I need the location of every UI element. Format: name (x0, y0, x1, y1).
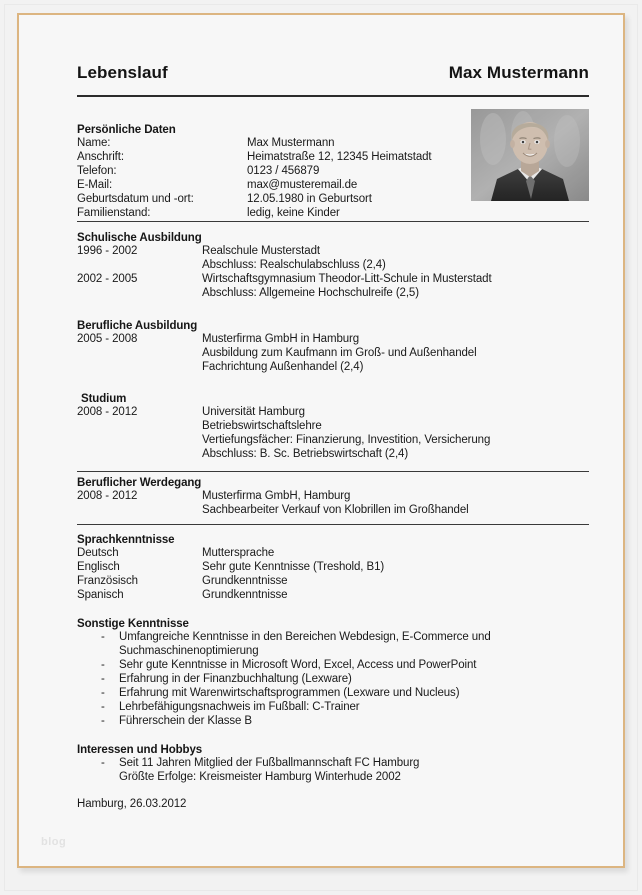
language-row (77, 561, 589, 575)
school-period: 2002 - 2005 (77, 273, 138, 285)
section-vocational-training (77, 320, 589, 375)
other-skills-item-continuation (77, 645, 589, 659)
vocational-row (77, 333, 589, 347)
section-studies (77, 393, 589, 462)
section-heading-languages: Sprachkenntnisse (77, 534, 175, 546)
personal-data-label: Anschrift: (77, 151, 124, 163)
personal-data-row (77, 165, 589, 179)
bullet-dash-icon: - (101, 673, 105, 685)
school-period: 1996 - 2002 (77, 245, 138, 257)
language-row (77, 589, 589, 603)
section-heading-personal-data: Persönliche Daten (77, 124, 176, 136)
studies-text: Vertiefungsfächer: Finanzierung, Investition, Versicherung (202, 434, 491, 446)
document-sheet-inner (19, 15, 623, 866)
watermark-label: blog (41, 836, 67, 848)
career-text: Sachbearbeiter Verkauf von Klobrillen im Großhandel (202, 504, 469, 516)
personal-data-row (77, 179, 589, 193)
personal-data-value: Max Mustermann (247, 137, 335, 149)
other-skills-item-text: Führerschein der Klasse B (119, 715, 253, 727)
vocational-period: 2005 - 2008 (77, 333, 138, 345)
personal-data-value: 0123 / 456879 (247, 165, 320, 177)
section-personal-data (77, 124, 589, 221)
studies-text: Universität Hamburg (202, 406, 305, 418)
studies-row (77, 406, 589, 420)
school-row (77, 259, 589, 273)
other-skills-item (77, 687, 589, 701)
other-skills-item-text: Erfahrung in der Finanzbuchhaltung (Lexware) (119, 673, 352, 685)
personal-data-label: Geburtsdatum und -ort: (77, 193, 194, 205)
language-row (77, 547, 589, 561)
personal-data-value: ledig, keine Kinder (247, 207, 340, 219)
personal-data-value: Heimatstraße 12, 12345 Heimatstadt (247, 151, 432, 163)
studies-row (77, 420, 589, 434)
document-header (77, 63, 589, 97)
closing-place-date: Hamburg, 26.03.2012 (77, 798, 187, 810)
section-languages (77, 534, 589, 603)
bullet-dash-icon: - (101, 715, 105, 727)
language-name: Englisch (77, 561, 120, 573)
language-name: Französisch (77, 575, 138, 587)
language-level: Grundkenntnisse (202, 575, 288, 587)
section-heading-vocational-training: Berufliche Ausbildung (77, 320, 198, 332)
studies-row (77, 434, 589, 448)
school-text: Realschule Musterstadt (202, 245, 320, 257)
section-heading-interests: Interessen und Hobbys (77, 744, 203, 756)
other-skills-item (77, 659, 589, 673)
language-name: Deutsch (77, 547, 119, 559)
personal-data-label: E-Mail: (77, 179, 113, 191)
career-text: Musterfirma GmbH, Hamburg (202, 490, 351, 502)
school-text: Wirtschaftsgymnasium Theodor-Litt-Schule in Musterstadt (202, 273, 492, 285)
section-interests (77, 744, 589, 785)
school-row (77, 287, 589, 301)
vocational-text: Fachrichtung Außenhandel (2,4) (202, 361, 364, 373)
personal-data-row (77, 151, 589, 165)
other-skills-item (77, 701, 589, 715)
career-period: 2008 - 2012 (77, 490, 138, 502)
personal-data-value: 12.05.1980 in Geburtsort (247, 193, 372, 205)
other-skills-item (77, 631, 589, 645)
vocational-text: Ausbildung zum Kaufmann im Groß- und Außenhandel (202, 347, 477, 359)
language-name: Spanisch (77, 589, 124, 601)
studies-text: Betriebswirtschaftslehre (202, 420, 322, 432)
other-skills-item-text-line2: Suchmaschinenoptimierung (119, 645, 259, 657)
section-heading-studies: Studium (81, 393, 127, 405)
language-row (77, 575, 589, 589)
career-row (77, 490, 589, 504)
section-other-skills (77, 618, 589, 729)
other-skills-item (77, 673, 589, 687)
bullet-dash-icon: - (101, 631, 105, 643)
school-row (77, 273, 589, 287)
section-heading-school-education: Schulische Ausbildung (77, 232, 202, 244)
personal-data-value: max@musteremail.de (247, 179, 358, 191)
school-text: Abschluss: Realschulabschluss (2,4) (202, 259, 386, 271)
school-text: Abschluss: Allgemeine Hochschulreife (2,5) (202, 287, 419, 299)
bullet-dash-icon: - (101, 659, 105, 671)
personal-data-row (77, 137, 589, 151)
studies-row (77, 448, 589, 462)
bullet-dash-icon: - (101, 687, 105, 699)
language-level: Sehr gute Kenntnisse (Treshold, B1) (202, 561, 385, 573)
page-title: Lebenslauf (77, 63, 168, 82)
other-skills-item-text: Erfahrung mit Warenwirtschaftsprogrammen (Lexware und Nucleus) (119, 687, 460, 699)
bullet-dash-icon: - (101, 757, 105, 769)
section-career (77, 477, 589, 518)
section-heading-other-skills: Sonstige Kenntnisse (77, 618, 189, 630)
interests-item-continuation (77, 771, 589, 785)
studies-period: 2008 - 2012 (77, 406, 138, 418)
language-level: Grundkenntnisse (202, 589, 288, 601)
school-row (77, 245, 589, 259)
other-skills-item-text: Lehrbefähigungsnachweis im Fußball: C-Trainer (119, 701, 360, 713)
other-skills-item-text: Sehr gute Kenntnisse in Microsoft Word, Excel, Access und PowerPoint (119, 659, 477, 671)
section-divider (77, 524, 589, 525)
vocational-row (77, 361, 589, 375)
studies-text: Abschluss: B. Sc. Betriebswirtschaft (2,4) (202, 448, 409, 460)
personal-data-label: Name: (77, 137, 111, 149)
section-divider (77, 471, 589, 472)
interests-item-text: Seit 11 Jahren Mitglied der Fußballmannschaft FC Hamburg (119, 757, 420, 769)
personal-data-row (77, 193, 589, 207)
other-skills-item-text: Umfangreiche Kenntnisse in den Bereichen Webdesign, E-Commerce und (119, 631, 491, 643)
section-school-education (77, 232, 589, 301)
career-row (77, 504, 589, 518)
other-skills-item (77, 715, 589, 729)
applicant-name: Max Mustermann (448, 63, 589, 82)
section-heading-career: Beruflicher Werdegang (77, 477, 202, 489)
interests-item-text-line2: Größte Erfolge: Kreismeister Hamburg Winterhude 2002 (119, 771, 401, 783)
vocational-text: Musterfirma GmbH in Hamburg (202, 333, 360, 345)
language-level: Muttersprache (202, 547, 275, 559)
bullet-dash-icon: - (101, 701, 105, 713)
personal-data-label: Familienstand: (77, 207, 151, 219)
section-divider (77, 221, 589, 222)
personal-data-label: Telefon: (77, 165, 117, 177)
vocational-row (77, 347, 589, 361)
personal-data-row (77, 207, 589, 221)
document-sheet (17, 13, 625, 868)
interests-item (77, 757, 589, 771)
